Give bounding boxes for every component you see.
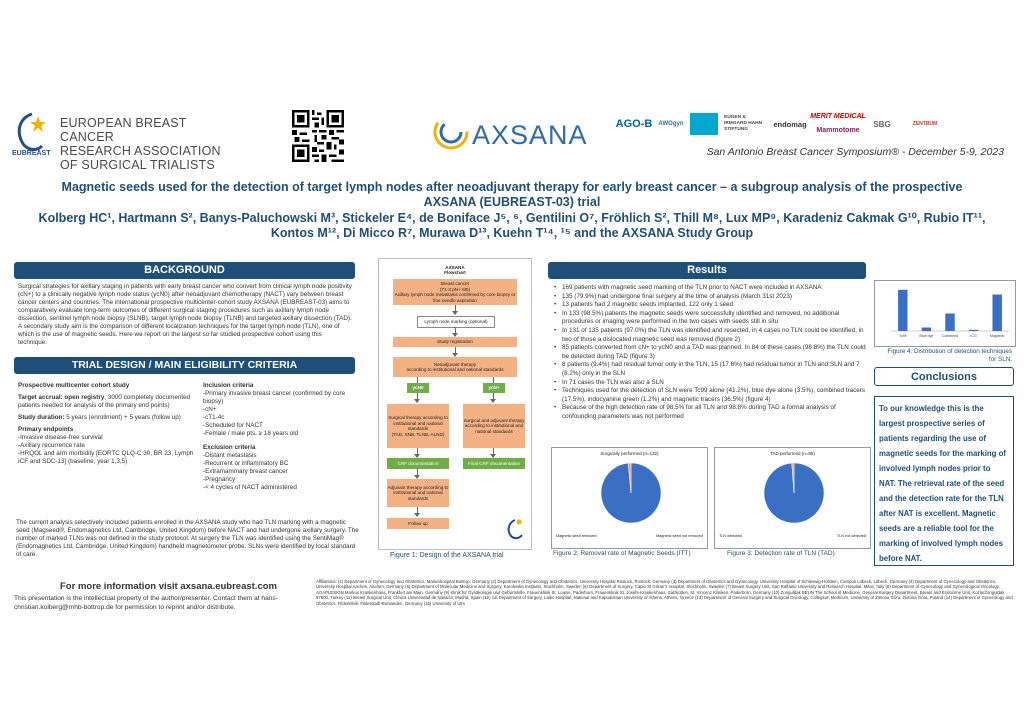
background-heading: BACKGROUND — [14, 262, 355, 279]
flow-box-follow-up: Follow up — [387, 518, 449, 529]
result-item: • 169 patients with magnetic seed marking of the TLN prior to NACT were included in AXSANA — [554, 284, 866, 293]
inclusion-item: -cT1-4c — [203, 414, 225, 421]
flow-box-adjuvant: Adjuvant therapy according to institutional and national standards — [387, 479, 449, 507]
figure-2-chart — [551, 447, 708, 549]
flow-box-final-crf: Final CRF documentation — [463, 458, 525, 469]
sponsor-logo-awogyn: AWOgyn — [658, 121, 684, 127]
pie-1-title: Surgically performed (n=132) — [600, 451, 659, 456]
bar-tick-label-0: Tc99 — [899, 334, 907, 338]
design-heading: TRIAL DESIGN / MAIN ELIGIBILITY CRITERIA — [14, 357, 355, 374]
inclusion-item: -Female / male pts. ≥ 18 years old — [203, 430, 299, 437]
result-item: • In 131 of 135 patients (97.0%) the TLN was identified and resected, in 4 cases no TLN could be identified, in two of those a dislocated magnetic seed was removed (figure 2) — [554, 327, 866, 344]
more-info-link[interactable]: For more information visit axsana.eubreast.com — [60, 581, 277, 592]
inclusion-title: Inclusion criteria — [203, 382, 254, 389]
copyright-note: This presentation is the intellectual property of the author/presenter. Contact them at hans-christian.kolberg@mhb-bottrop.de for permission to reprint and/or distribute. — [14, 595, 278, 611]
design-left-title: Prospective multicenter cohort study — [18, 382, 130, 389]
flow-box-surgical: Surgical therapy according to institutional and national standards (TAD, SNB, TLNB, ALND) — [387, 404, 449, 448]
axsana-emblem-icon — [432, 112, 470, 152]
endpoint-item: -Axillary recurrence rate — [18, 442, 85, 449]
pie-2-svg — [761, 460, 827, 526]
pie-2-title: TAD performed (n=85) — [770, 451, 815, 456]
exclusion-title: Exclusion criteria — [203, 444, 256, 451]
result-item: • In 71 cases the TLN was also a SLN — [554, 379, 866, 388]
figure-3-chart — [714, 447, 871, 549]
result-item: • Techniques used for the detection of SLN were Tc99 alone (41.2%), blue dye alone (3.5%), combined tracers (17.5%), indocyanine green (1.2%) and magnetic tracers (36.5%) (figure 4) — [554, 387, 866, 404]
flow-box-surgical-adjuvant: Surgical and adjuvant therapy according to institutional and national standards — [463, 404, 525, 448]
axsana-wordmark: AXSANA — [472, 120, 588, 150]
bar-chart-svg — [875, 281, 1015, 346]
sponsor-logo-sbg: SBG — [873, 119, 891, 129]
sponsor-logo-hahn: EUGEN & IRMGARD HAHN STIFTUNG — [724, 115, 763, 132]
sponsor-logo-cross — [690, 113, 718, 135]
conclusions-text: To our knowledge this is the largest prospective series of patients regarding the use of magnetic seeds for the marking of involved lymph nodes prior to NAT. The retrieval rate of the seed and the detection rate for the TLN after NAT is excellent. Magnetic seeds are a reliable tool for the marking of involved lymph nodes before NAT. — [874, 396, 1014, 566]
figure-2-caption: Figure 2: Removal rate of Magnetic Seeds (ITT) — [553, 550, 691, 557]
flowchart-title: AXSANA Flowchart — [444, 264, 466, 275]
flow-ycnplus: ycN+ — [483, 383, 505, 393]
study-duration-label: Study duration: — [18, 414, 65, 421]
affiliations: Affiliations: (1) Department of Gynecology and Obstetrics, Marienhospital Bottrop, Germany (2) Department of Gynecology and Obstetrics, University Hospital Rostock, Rostock, Germany (3) Department of Obstetrics and Gynecology, University Hospital of Schleswig-Holstein, Campus Lübeck, Lübeck, Germany (4) Department of Gynecology and Obstetrics, University Hospital Aachen, Aachen, Germany (5) Department of Molecular Medicine and Surgery, Karolinska Institutet, Stockholm, Sweden (6) Department of Surgery, Capio St Göran's Hospital, Stockholm, Sweden (7) Breast Surgery Unit, San Raffaele University and Research Hospital, Milan, Italy (8) Department of Gynecology and Gynecological Oncology, AGAPLESION Markus Krankenhaus, Frankfurt am Main, Germany (9) Klinik für Gynäkologie und Geburtshilfe, Frauenklinik St. Louise, Paderborn, Frauenklinik St. Josefs-Krankenhaus, Salzkotten, St. Vincenz Kliniken, Paderborn, Germany (10) Zonguldak BEUN The School of Medicine, General Surgery Department, Breast and Endocrine Unit, Kozlu/Zonguldak 67600, Turkey (11) Breast Surgical Unit, Clínica Universidad de Navarra, Madrid, Spain (12) 1st Department of Surgery, Laiko Hospital, National and Kapodistrian University of Athens, Athens, Greece (13) Department of General Surgery and Surgical Oncology, Collegium Medicum, University of Zielona Góra, Zielona Góra, Poland (14) Department of Gynecology and Obstetrics, Filderklinik, Filderstadt-Bonlanden, Germany (15) University of Ulm — [316, 579, 1013, 606]
figure-1-caption: Figure 1: Design of the AXSANA trial — [390, 552, 504, 559]
exclusion-item: -< 4 cycles of NACT administered — [203, 484, 297, 491]
flow-box-breast-cancer: Breast cancer (T1-3 pN+ M0) Axillary lymph node metastasis confirmed by core biopsy or fine needle aspiration — [393, 279, 517, 305]
qr-code-icon[interactable] — [292, 110, 344, 162]
inclusion-item: -Scheduled for NACT — [203, 422, 263, 429]
bar-tick-label-2: Combined — [941, 334, 959, 338]
analysis-text: The current analysis selectively included patients enrolled in the AXSANA study who had TLN marking with a magnetic seed (Magseed®, Endomagnetics Ltd, Cambridge, United Kingdom) before NACT and had undergone axillary surgery. The number of marked TLNs was not defined in the study protocol. At surgery the TLN was identified using the SentiMag® (Endomagnetics Ltd, Cambridge, United Kingdom) handheld magnetometer probe. SLNs were identified by local standard of care. — [16, 519, 359, 558]
bar-3 — [969, 330, 978, 331]
sponsor-logo-zentrum: ZENTRUM — [912, 121, 938, 127]
result-item: • 8 patients (9.4%) had residual tumor only in the TLN, 15 (17.6%) had residual tumor in TLN and SLN and 7 (8.2%) only in the SLN — [554, 361, 866, 378]
eubreast-short-name: EUBREAST — [12, 150, 51, 157]
bar-tick-label-1: Blue dye — [919, 334, 934, 338]
conclusions-heading: Conclusions — [874, 367, 1014, 386]
flow-box-crf: CRF documentation — [387, 458, 449, 469]
target-accrual-label: Target accrual: open registry — [18, 394, 105, 401]
bar-4 — [992, 295, 1001, 332]
figure-4-chart — [874, 280, 1016, 347]
figure-3-caption: Figure 3: Detection rate of TLN (TAD) — [727, 550, 835, 557]
exclusion-item: -Pregnancy — [203, 476, 236, 483]
bar-tick-label-4: Magnetic — [989, 334, 1005, 338]
eubreast-logo — [12, 110, 242, 172]
pie-1-legend-0: Magnetic seed removed — [556, 534, 597, 538]
pie-2-legend-0: TLN detected — [719, 534, 742, 538]
exclusion-item: -Distant metastasis — [203, 452, 257, 459]
result-item: • 135 (79.9%) had undergone final surgery at the time of analysis (March 31st 2023) — [554, 293, 866, 302]
endpoints-title: Primary endpoints — [18, 426, 74, 433]
study-duration-text: 5 years (enrollment) + 5 years (follow up) — [64, 414, 181, 421]
sponsor-logo-merit: MERIT MEDICAL — [810, 112, 866, 120]
bar-tick-label-3: ICG — [970, 334, 977, 338]
eubreast-org-name: EUROPEAN BREAST CANCER RESEARCH ASSOCIATION OF SURGICAL TRIALISTS — [60, 116, 221, 172]
bar-0 — [898, 290, 907, 331]
exclusion-item: -Extramammary breast cancer — [203, 468, 288, 475]
flow-box-marking: Lymph node marking (optional) — [417, 316, 495, 328]
flowchart — [378, 258, 532, 550]
flow-box-neoadjuvant: Neoadjuvant therapy according to institutional and national standards — [393, 357, 517, 377]
endpoint-item: -HRQOL and arm morbidity [EORTC QLQ-C 30, BR 23, Lymph ICF and SDC-13] (baseline, year 1,3,5) — [18, 450, 194, 465]
result-item: • Because of the high detection rate of 98.5% for all TLN and 98.8% during TAD a formal analysis of confounding parameters was not performed — [554, 404, 866, 421]
pie-1-svg — [598, 460, 664, 526]
bar-1 — [922, 328, 931, 332]
poster-title: Magnetic seeds used for the detection of target lymph nodes after neoadjuvant therapy for early breast cancer – a subgroup analysis of the prospective AXSANA (EUBREAST-03) trial — [61, 180, 963, 209]
inclusion-item: -cN+ — [203, 406, 217, 413]
endpoint-item: -Invasive disease-free survival — [18, 434, 103, 441]
sponsor-logo-endomag: endomag — [773, 119, 807, 129]
pie-2-legend-1: TLN not detected — [836, 534, 866, 538]
result-item: • In 133 (98.5%) patients the magnetic seeds were successfully identified and removed, no additional procedures or imaging were performed in the two cases with seeds still in situ — [554, 310, 866, 327]
axsana-logo — [432, 112, 588, 152]
target-accrual-text: , 3000 completely documented patients needed for analysis of the primary end points) — [18, 394, 191, 409]
results-list — [554, 284, 866, 422]
result-item: • 13 patients had 2 magnetic seeds implanted, 122 only 1 seed — [554, 301, 866, 310]
pie-1-legend-1: Magnetic seed not removed — [656, 534, 703, 538]
sponsor-logo-agob: AGO-B — [615, 118, 653, 130]
exclusion-item: -Recurrent or inflammatory BC — [203, 460, 289, 467]
results-heading: Results — [548, 262, 866, 279]
eubreast-small-logo-icon — [505, 517, 525, 543]
figure-4-caption: Figure 4: Distribution of detection techniques for SLN. — [887, 348, 1012, 363]
background-text: Surgical strategies for axillary staging in patients with early breast cancer who convert from clinical lymph node positivity (cN+) to a clinically negative lymph node status (ycN0) after neoadjuvant chemotherapy (NACT) vary between breast cancer centers and countries. The international prospective multicenter-cohort study AXSANA (EUBREAST-03) aims to comparatively evaluate long-term outcomes of different surgical staging procedures such as axillary lymph node dissection, sentinel lymph node biopsy (SLNB), target lymph node biopsy (TLNB) and targeted axillary dissection (TAD). A secondary study aim is the comparison of different localization techniques for the target lymph node (TLN), one of which is the use of magnetic seeds. Here we report on the largest so far studied prospective cohort using this technique. — [18, 283, 352, 346]
flow-box-registration: Study registration — [393, 337, 517, 347]
flow-ycn0: ycN0 — [407, 383, 429, 393]
conference-name: San Antonio Breast Cancer Symposium® - December 5-9, 2023 — [706, 146, 1004, 158]
poster-authors: Kolberg HC¹, Hartmann S², Banys-Paluchowski M³, Stickeler E⁴, de Boniface J⁵, ⁶, Gentilini O⁷, Fröhlich S², Thill M⁸, Lux MP⁹, Karadeniz Cakmak G¹⁰, Rubio IT¹¹, Kontos M¹², Di Micco R⁷, Murawa D¹³, Kuehn T¹⁴, ¹⁵ and the AXSANA Study Group — [38, 211, 986, 240]
sponsor-logo-mammotome: Mammotome — [816, 126, 860, 134]
inclusion-item: -Primary invasive breast cancer (confirmed by core biopsy) — [203, 390, 346, 405]
bar-2 — [945, 314, 954, 332]
result-item: • 85 patients converted from cN+ to ycN0 and a TAD was planned. In 84 of these cases (98.8%) the TLN could be detected during TAD (figure 3) — [554, 344, 866, 361]
